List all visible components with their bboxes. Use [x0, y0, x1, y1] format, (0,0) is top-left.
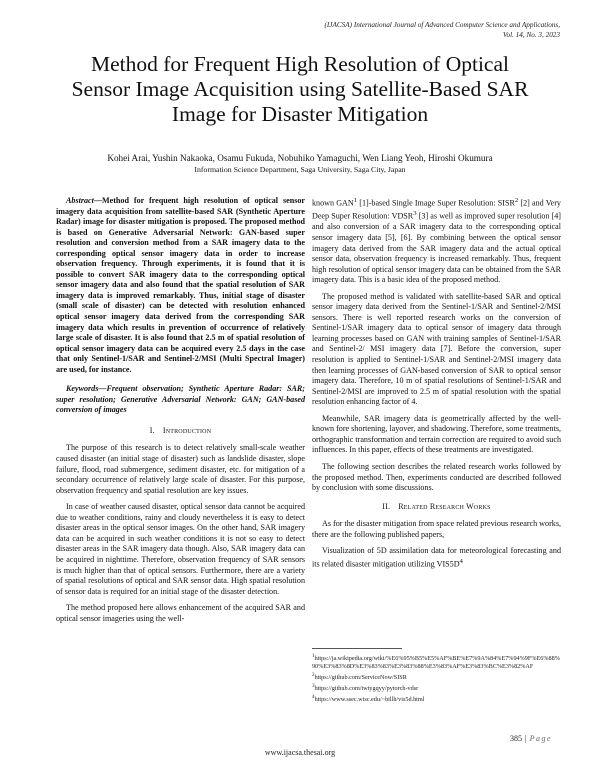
left-column — [56, 196, 305, 630]
footnote-number: 3 — [312, 683, 315, 690]
footnote-1 — [312, 652, 561, 671]
paper-title — [40, 52, 560, 127]
intro-paragraph-3: The method proposed here allows enhancement of the acquired SAR and optical sensor imageries using the well- — [56, 603, 305, 623]
section-number: I. — [149, 425, 155, 435]
author-list: Kohei Arai, Yushin Nakaoka, Osamu Fukuda, Nobuhiko Yamaguchi, Wen Liang Yeoh, Hiroshi Okumura — [107, 153, 493, 163]
title-line-2: Sensor Image Acquisition using Satellite-Based SAR — [71, 77, 529, 101]
title-line-1: Method for Frequent High Resolution of Optical — [91, 52, 509, 76]
page-number-value: 385 — [509, 734, 522, 743]
journal-volume: Vol. 14, No. 3, 2023 — [502, 31, 560, 39]
journal-url[interactable]: www.ijacsa.thesai.org — [264, 748, 336, 757]
footnote-rule — [312, 648, 402, 649]
intro-paragraph-5: Meanwhile, SAR imagery data is geometrically affected by the well-known fore shortening, layover, and shadowing. Therefore, some treatments, orthographic transformation and terrain correction are required to avoid such influences. In this paper, effects of these treatments are investigated. — [312, 413, 561, 455]
abstract-text: Method for frequent high resolution of optical sensor imagery data acquisition from satellite-based SAR (Synthetic Aperture Radar) image for disaster mitigation is proposed. The proposed method is based on Generative Adversarial Network: GAN-based super resolution and conversion method from a SAR imagery data to the corresponding optical sensor imagery data in order to increase observation frequency. Through experiments, it is found that it is possible to convert SAR imagery data to the corresponding optical sensor imagery data and also found that the spatial resolution of SAR imagery data is improved remarkably. Thus, initial stage of disaster (small scale of disaster) can be detected with resolution enhanced optical sensor imagery data derived from the corresponding SAR imagery data which results in prevention of occurrence of relatively large scale of disaster. It is also found that 2.5 m of spatial resolution of optical sensor imagery data can be acquired every 2.5 days in the case that only Sentinel-1/SAR and Sentinel-2/MSI (Multi Spectral Imager) are used, for instance. — [56, 196, 305, 374]
section-heading-related-works — [312, 502, 561, 513]
keywords: Keywords—Frequent observation; Synthetic Aperture Radar: SAR; super resolution; Generative Adversarial Network: GAN; GAN-based conversion of images — [56, 384, 305, 415]
abstract-dash: — — [93, 196, 102, 205]
footnote-marker-3: 3 — [413, 210, 417, 218]
footnote-marker-1: 1 — [353, 197, 358, 204]
intro-paragraph-6: The following section describes the related research works followed by the proposed method. Then, experiments conducted are described followed by conclusion with some discussions. — [312, 461, 561, 493]
text-run: [1]-based Single Image Super Resolution: SISR — [357, 198, 515, 208]
text-run: [2] and Very Deep Super Resolution: VDSR — [312, 198, 561, 221]
related-paragraph-1: As for the disaster mitigation from space related previous research works, there are the following published papers, — [312, 519, 561, 539]
page-word: Page — [529, 734, 552, 743]
section-title: Introduction — [162, 425, 212, 435]
footnote-2 — [312, 671, 561, 682]
footnote-3 — [312, 682, 561, 693]
journal-name: (IJACSA) International Journal of Advanced Computer Science and Applications, — [324, 21, 560, 29]
intro-paragraph-4: The proposed method is validated with satellite-based SAR and optical sensor imagery data derived from the Sentinel-1/SAR and Sentinel-2/MSI sensors. There is well reported research works on the conversion of Sentinel-1/SAR imagery data to optical sensor of imagery data through learning processes based on GAN with training samples of Sentinel-1/SAR and Sentinel-2/ MSI imagery data [7]. Before the conversion, super resolution is applied to Sentinel-1/SAR and Sentinel-2/MSI imagery data then learning processes of GAN-based conversion of SAR to optical sensor imagery data. Therefore, 10 m of spatial resolutions of Sentinel-1/SAR and Sentinel-2/MSI are improved to 2.5 m of spatial resolution with the spatial resolution enhancing factor of 4. — [312, 291, 561, 407]
text-run: Visualization of 5D assimilation data for meteorological forecasting and its related disaster mitigation utilizing VIS5D — [312, 546, 561, 569]
text-run: [3] as well as improved super resolution [4] and also conversion of a SAR imagery data to the corresponding optical sensor imagery data [5], [6]. By combining between the optical sensor imagery data derived from the SAR imagery data and the actual optical sensor data, observation frequency is increased remarkably. Thus, frequent high resolution of optical sensor imagery data can be obtained from the SAR imagery data. This is a basic idea of the proposed method. — [312, 211, 561, 285]
abstract — [56, 196, 305, 375]
right-column — [312, 196, 561, 576]
footnote-number: 4 — [312, 694, 315, 701]
footnote-link[interactable]: https://github.com/twtygqyy/pytorch-vdsr — [314, 685, 419, 693]
footnote-marker-4: 4 — [459, 557, 463, 565]
page-separator: | — [524, 734, 527, 743]
section-title: Related Research Works — [398, 501, 491, 511]
footnote-link[interactable]: https://github.com/ServiceNow/SISR — [314, 674, 407, 682]
text-run: known GAN — [312, 198, 354, 208]
intro-paragraph-1: The purpose of this research is to detect relatively small-scale weather caused disaster (an initial stage of disaster) such as landslide disaster, slope failure, flood, road submergence, sediment disaster, etc. for mitigation of a secondary occurrence of relatively large scale of disaster. For this purpose, observation frequency and spatial resolution are key issues. — [56, 443, 305, 495]
title-line-3: Image for Disaster Mitigation — [171, 102, 429, 126]
intro-paragraph-3-continued — [312, 196, 561, 286]
section-heading-introduction — [56, 426, 305, 437]
related-paragraph-2 — [312, 546, 561, 570]
footnote-marker-2: 2 — [514, 197, 519, 204]
footnote-link[interactable]: https://www.ssec.wisc.edu/~billh/vis5d.html — [314, 696, 425, 704]
footnote-number: 1 — [312, 653, 315, 659]
footnotes — [312, 648, 561, 704]
section-number: II. — [382, 501, 391, 511]
footnote-number: 2 — [312, 672, 315, 679]
page-number — [510, 734, 552, 743]
footnote-4 — [312, 693, 561, 704]
affiliation: Information Science Department, Saga University, Saga City, Japan — [194, 165, 406, 174]
abstract-label: Abstract — [66, 196, 94, 205]
footnote-link[interactable]: https://ja.wikipedia.org/wiki/%E6%95%B5%E5%AF%BE%E7%9A%84%E7%94%9F%E6%88%90%E3%83%8D%E3%83%83%E3%83%88%E3%83%AF%E3%83%BC%E3%82%AF — [312, 655, 560, 671]
intro-paragraph-2: In case of weather caused disaster, optical sensor data cannot be acquired due to weather conditions, rainy and cloudy nevertheless it is easy to detect disaster areas in the optical sensor images. On the other hand, SAR imagery data can be acquired in such weather conditions it is not so easy to detect disaster areas in the SAR imagery data though. Also, SAR imagery data can be acquired in nighttime. Therefore, observation frequency of SAR sensors is much higher than that of optical sensors. Furthermore, there are a variety of spatial resolutions of optical and SAR sensor data. High spatial resolution of sensor data is required for an initial stage of the disaster detection. — [56, 502, 305, 596]
running-head — [260, 20, 560, 40]
